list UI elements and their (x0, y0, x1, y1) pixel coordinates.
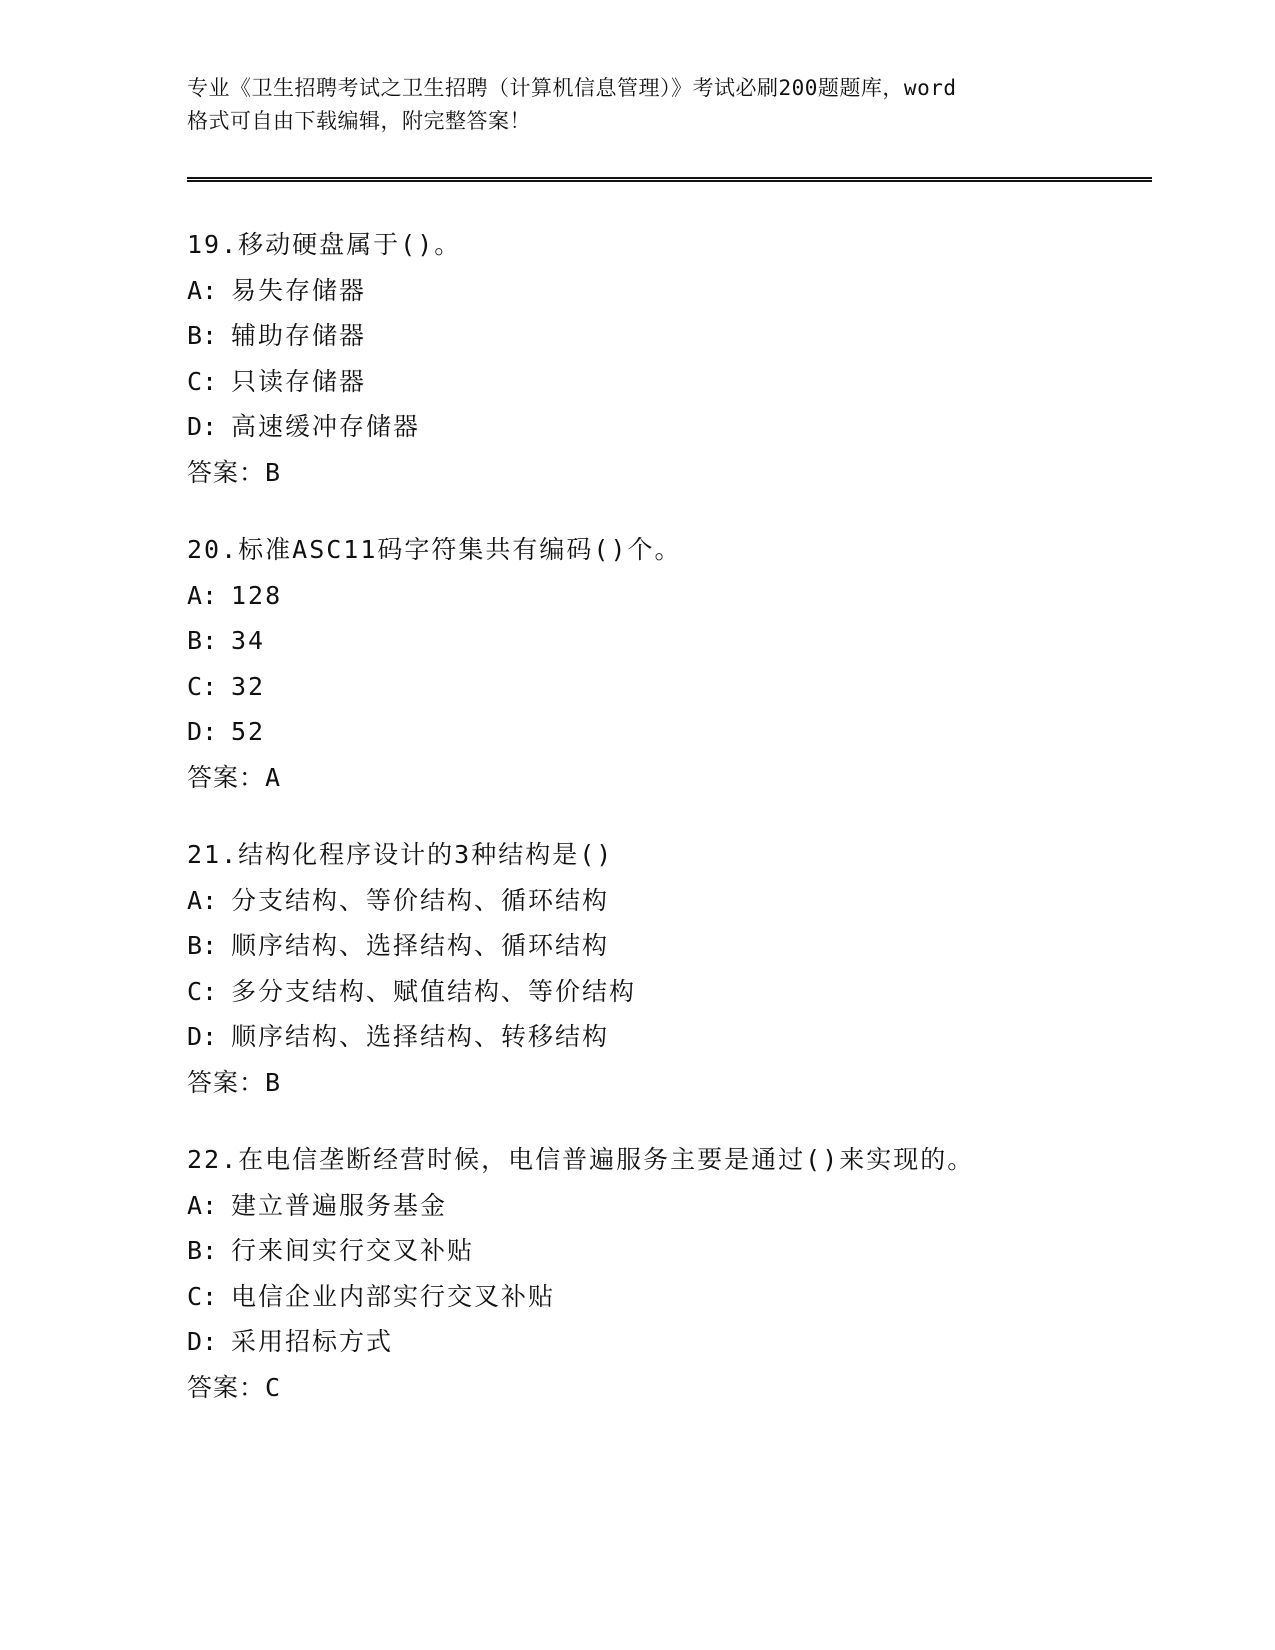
answer-label: 答案： (187, 1372, 266, 1402)
option-d (187, 404, 1147, 450)
option-letter: B: (187, 626, 218, 656)
option-text: 电信企业内部实行交叉补贴 (231, 1281, 556, 1311)
question-title: 20.标准ASC11码字符集共有编码()个。 (187, 535, 682, 564)
option-letter: A: (187, 1190, 218, 1220)
question-22 (187, 1137, 1147, 1411)
option-letter: A: (187, 275, 218, 305)
question-20 (187, 527, 1147, 801)
option-letter: B: (187, 1236, 218, 1266)
answer-line (187, 755, 1147, 801)
option-b (187, 1228, 1147, 1274)
option-letter: A: (187, 580, 218, 610)
option-letter: D: (187, 717, 218, 747)
option-b (187, 923, 1147, 969)
header-line-2: 格式可自由下载编辑，附完整答案！ (187, 109, 531, 133)
question-19 (187, 222, 1147, 496)
answer-value: A (265, 762, 282, 792)
option-a (187, 878, 1147, 924)
option-text: 顺序结构、选择结构、转移结构 (231, 1022, 610, 1052)
option-letter: C: (187, 671, 218, 701)
document-header (187, 72, 1087, 138)
option-b (187, 313, 1147, 359)
question-21 (187, 832, 1147, 1106)
answer-value: C (265, 1372, 282, 1402)
option-text: 128 (231, 580, 283, 610)
option-a (187, 1183, 1147, 1229)
header-divider (187, 177, 1152, 182)
option-text: 易失存储器 (231, 275, 367, 305)
answer-value: B (265, 1067, 282, 1097)
option-b (187, 618, 1147, 664)
option-letter: C: (187, 976, 218, 1006)
option-letter: C: (187, 366, 218, 396)
option-c (187, 359, 1147, 405)
header-line-1: 专业《卫生招聘考试之卫生招聘（计算机信息管理）》考试必刷200题题库，word (187, 76, 957, 100)
option-text: 34 (231, 626, 266, 656)
answer-label: 答案： (187, 457, 266, 487)
option-d (187, 1014, 1147, 1060)
option-letter: D: (187, 1327, 218, 1357)
question-title: 22.在电信垄断经营时候，电信普遍服务主要是通过()来实现的。 (187, 1145, 975, 1174)
option-text: 辅助存储器 (231, 321, 367, 351)
answer-label: 答案： (187, 762, 266, 792)
option-text: 建立普遍服务基金 (231, 1190, 448, 1220)
option-text: 32 (231, 671, 266, 701)
option-d (187, 1319, 1147, 1365)
option-text: 顺序结构、选择结构、循环结构 (231, 931, 610, 961)
option-a (187, 573, 1147, 619)
question-title: 19.移动硬盘属于()。 (187, 230, 462, 259)
option-d (187, 709, 1147, 755)
option-a (187, 268, 1147, 314)
option-c (187, 969, 1147, 1015)
option-letter: D: (187, 1022, 218, 1052)
question-title: 21.结构化程序设计的3种结构是() (187, 840, 614, 869)
answer-label: 答案： (187, 1067, 266, 1097)
option-letter: A: (187, 885, 218, 915)
option-text: 只读存储器 (231, 366, 367, 396)
option-letter: D: (187, 412, 218, 442)
option-text: 分支结构、等价结构、循环结构 (231, 885, 610, 915)
option-c (187, 1274, 1147, 1320)
answer-line (187, 1365, 1147, 1411)
option-letter: B: (187, 931, 218, 961)
option-text: 高速缓冲存储器 (231, 412, 421, 442)
option-letter: C: (187, 1281, 218, 1311)
answer-line (187, 450, 1147, 496)
option-text: 多分支结构、赋值结构、等价结构 (231, 976, 637, 1006)
option-text: 52 (231, 717, 266, 747)
option-c (187, 664, 1147, 710)
option-letter: B: (187, 321, 218, 351)
option-text: 行来间实行交叉补贴 (231, 1236, 475, 1266)
answer-value: B (265, 457, 282, 487)
option-text: 采用招标方式 (231, 1327, 394, 1357)
answer-line (187, 1060, 1147, 1106)
